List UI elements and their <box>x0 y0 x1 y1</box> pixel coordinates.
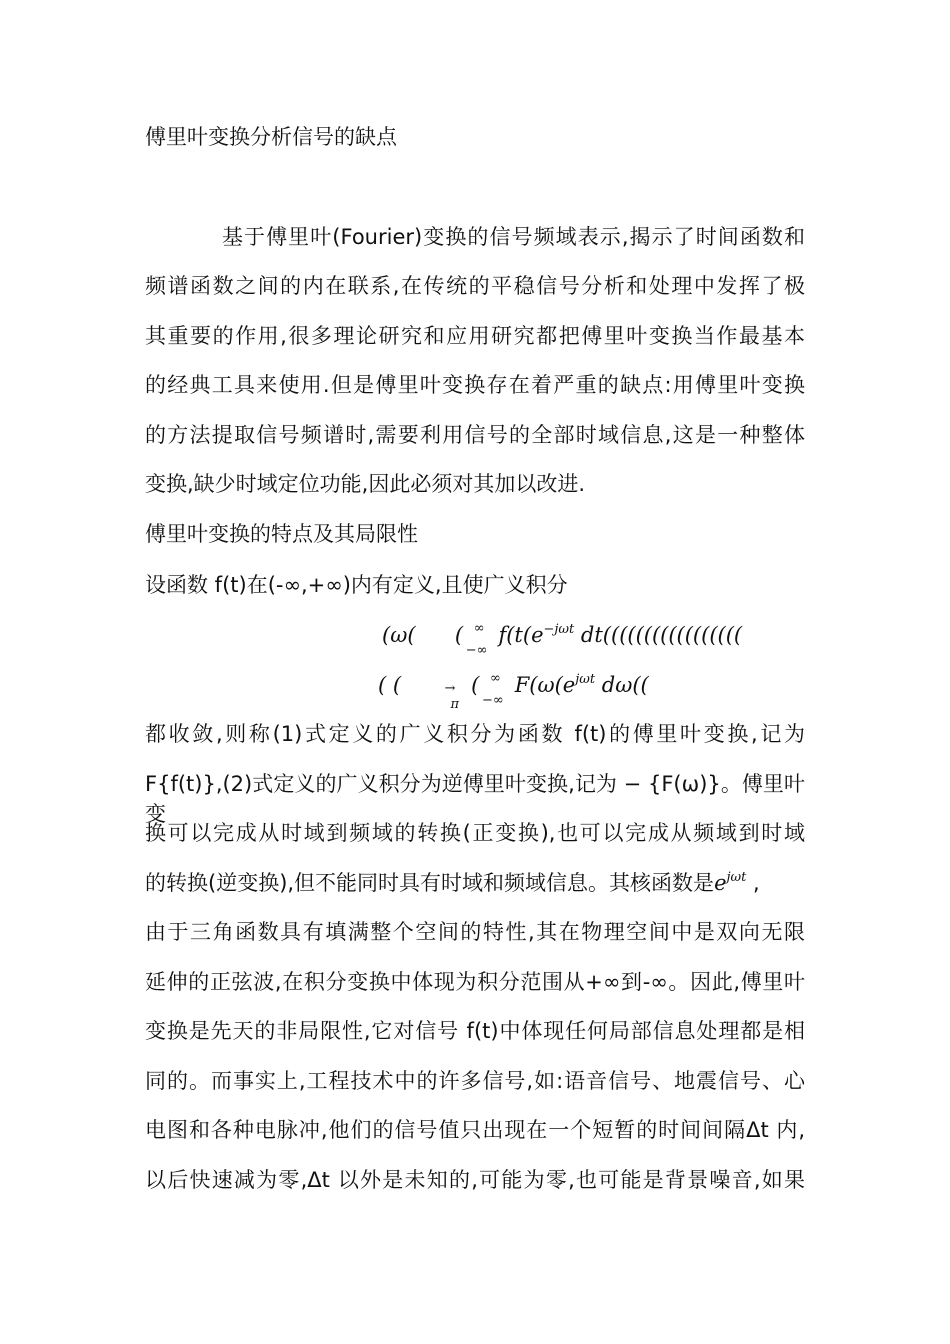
formula-tail: dt((((((((((((((((( <box>574 623 743 647</box>
formula-paren: ( <box>454 623 464 647</box>
paragraph-line: F{f(t)},(2)式定义的广义积分为逆傅里叶变换,记为 − {F(ω)}。傅里叶变 <box>145 772 805 826</box>
paragraph-line: 的方法提取信号频谱时,需要利用信号的全部时域信息,这是一种整体 <box>145 423 805 447</box>
document-title: 傅里叶变换分析信号的缺点 <box>145 125 397 149</box>
formula-body: F(ω(e <box>514 673 576 697</box>
paragraph-line: 变换,缺少时域定位功能,因此必须对其加以改进. <box>145 472 586 496</box>
paragraph-line: 延伸的正弦波,在积分变换中体现为积分范围从+∞到-∞。因此,傅里叶 <box>145 970 805 994</box>
fraction-bottom: π <box>450 697 459 712</box>
integral-upper-limit: ∞ <box>490 671 501 686</box>
paragraph-line: 频谱函数之间的内在联系,在传统的平稳信号分析和处理中发挥了极 <box>145 274 805 298</box>
formula-tail: dω(( <box>595 673 649 697</box>
paragraph-line: 电图和各种电脉冲,他们的信号值只出现在一个短暂的时间间隔Δt 内, <box>145 1118 805 1142</box>
formula-lead: (ω( <box>382 623 416 647</box>
integral-lower-limit: −∞ <box>465 643 488 658</box>
definition-line: 设函数 f(t)在(-∞,+∞)内有定义,且使广义积分 <box>145 573 568 597</box>
integral-lower-limit: −∞ <box>482 693 504 708</box>
formula-exponent: jωt <box>575 672 596 687</box>
kernel-suffix: , <box>746 871 760 895</box>
paragraph-line: 基于傅里叶(Fourier)变换的信号频域表示,揭示了时间函数和 <box>222 225 805 249</box>
paragraph-line: 以后快速减为零,Δt 以外是未知的,可能为零,也可能是背景噪音,如果 <box>145 1168 805 1192</box>
kernel-base: e <box>714 871 727 895</box>
fraction-top: → <box>444 681 456 696</box>
formula-lead: ( ( <box>378 673 402 697</box>
paragraph-line-with-kernel <box>145 868 760 902</box>
paragraph-line: 的经典工具来使用.但是傅里叶变换存在着严重的缺点:用傅里叶变换 <box>145 373 805 397</box>
paragraph-line: 同的。而事实上,工程技术中的许多信号,如:语音信号、地震信号、心 <box>145 1069 805 1093</box>
formula-paren: ( <box>471 673 480 697</box>
section-heading: 傅里叶变换的特点及其局限性 <box>145 522 418 546</box>
paragraph-line: 都收敛,则称(1)式定义的广义积分为函数 f(t)的傅里叶变换,记为 <box>145 722 805 746</box>
formula-exponent: −jωt <box>543 622 575 637</box>
paragraph-line: 换可以完成从时域到频域的转换(正变换),也可以完成从频域到时域 <box>145 821 805 845</box>
paragraph-line: 其重要的作用,很多理论研究和应用研究都把傅里叶变换当作最基本 <box>145 324 805 348</box>
integral-upper-limit: ∞ <box>473 621 485 636</box>
formula-inverse-fourier-transform <box>378 670 649 712</box>
formula-fourier-transform <box>382 620 743 658</box>
kernel-exponent: jωt <box>726 870 747 885</box>
paragraph-line: 变换是先天的非局限性,它对信号 f(t)中体现任何局部信息处理都是相 <box>145 1019 805 1043</box>
kernel-function <box>714 871 746 895</box>
formula-body: f(t(e <box>498 623 544 647</box>
paragraph-text: 的转换(逆变换),但不能同时具有时域和频域信息。其核函数是 <box>145 871 715 895</box>
paragraph-line: 由于三角函数具有填满整个空间的特性,其在物理空间中是双向无限 <box>145 920 805 944</box>
